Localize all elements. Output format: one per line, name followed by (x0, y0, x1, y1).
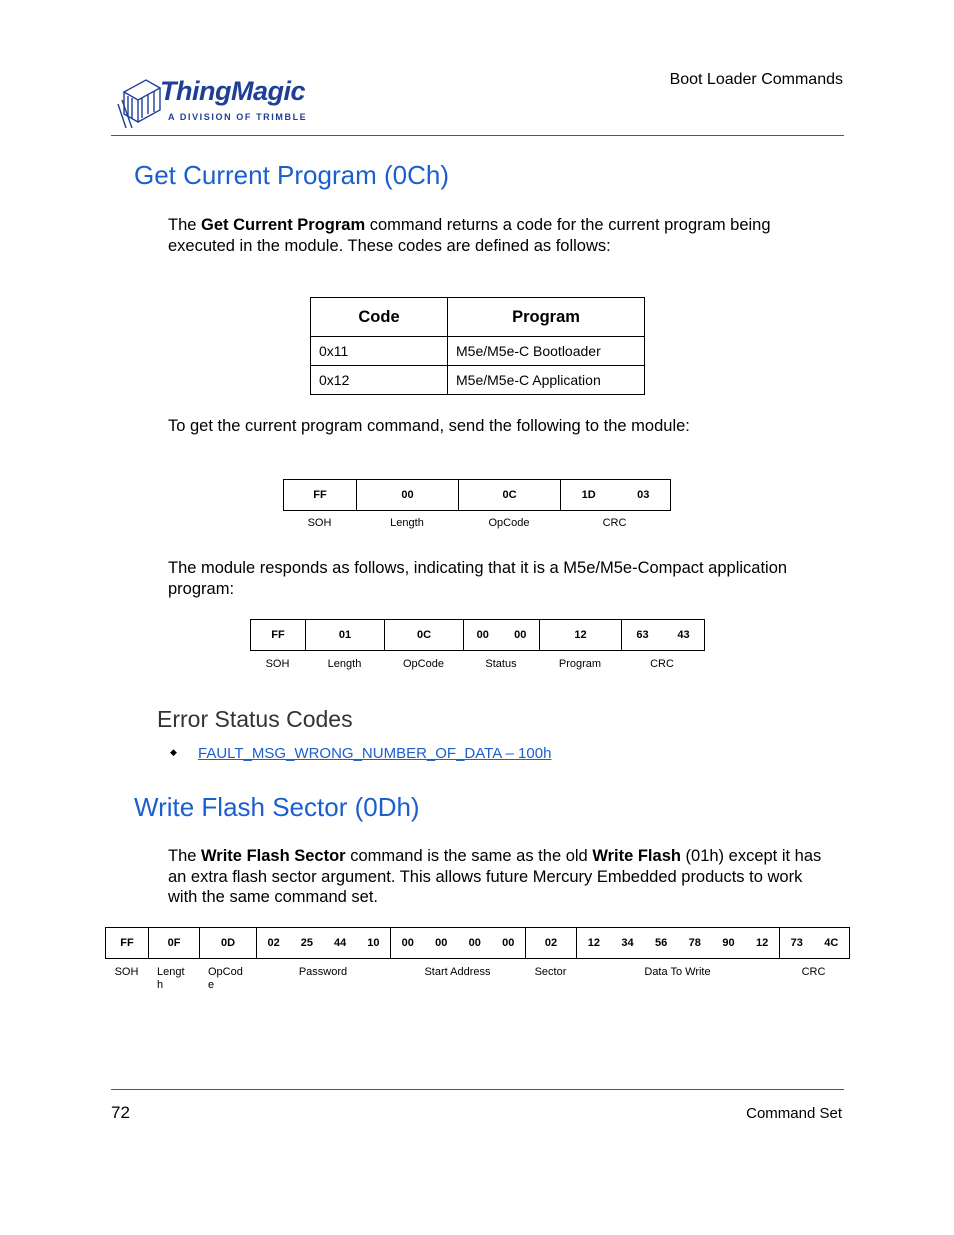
byte-value: 0C (502, 489, 517, 501)
byte-field-label: Status (485, 658, 517, 670)
byte-value: 01 (338, 629, 352, 641)
byte-value: 78 (688, 937, 701, 949)
response-bytes (250, 619, 705, 651)
byte-field (459, 480, 561, 510)
byte-field-label: OpCode (403, 658, 444, 670)
byte-field (780, 928, 849, 958)
byte-value: 12 (587, 937, 600, 949)
byte-value: 10 (367, 937, 380, 949)
byte-value: 00 (514, 629, 527, 641)
response-text: The module responds as follows, indicating that it is a M5e/M5e-Compact application program: (168, 559, 788, 598)
byte-value: 73 (790, 937, 803, 949)
byte-field (526, 928, 577, 958)
section-title-get-current-program: Get Current Program (0Ch) (134, 160, 449, 190)
table-cell-program: M5e/M5e-C Bootloader (448, 337, 645, 366)
logo-wordmark: ThingMagic (160, 76, 305, 106)
byte-value: FF (313, 489, 327, 501)
byte-field (149, 928, 200, 958)
byte-field-label: SOH (307, 517, 332, 529)
byte-field (561, 480, 670, 510)
byte-field (464, 620, 540, 650)
footer-rule (111, 1089, 844, 1090)
byte-field-label: CRC (602, 517, 627, 529)
byte-value: 0F (167, 937, 181, 949)
page-number: 72 (111, 1103, 130, 1122)
error-status-codes-heading: Error Status Codes (157, 706, 353, 732)
byte-field-label: OpCod e (208, 966, 243, 991)
byte-field (306, 620, 385, 650)
section-title-write-flash-sector: Write Flash Sector (0Dh) (134, 792, 420, 822)
byte-field (385, 620, 464, 650)
byte-field (251, 620, 306, 650)
byte-value: 56 (655, 937, 668, 949)
bullet-diamond-icon: ◆ (170, 747, 177, 757)
send-command-labels (283, 517, 671, 530)
byte-field (257, 928, 391, 958)
byte-field (622, 620, 704, 650)
send-instruction-text: To get the current program command, send the following to the module: (168, 417, 690, 435)
byte-value: 63 (636, 629, 649, 641)
table-cell-code: 0x12 (311, 366, 448, 395)
byte-field (284, 480, 357, 510)
byte-field-label: OpCode (488, 517, 530, 529)
table-header-code: Code (311, 298, 448, 337)
byte-value: 0D (220, 937, 236, 949)
fault-msg-link[interactable]: FAULT_MSG_WRONG_NUMBER_OF_DATA – 100h (198, 745, 552, 762)
byte-value: 02 (267, 937, 280, 949)
byte-value: 00 (502, 937, 515, 949)
byte-field (106, 928, 149, 958)
byte-field (200, 928, 257, 958)
send-command-bytes (283, 479, 671, 511)
byte-field (577, 928, 780, 958)
byte-value: 25 (300, 937, 313, 949)
byte-value: 00 (435, 937, 448, 949)
table-header-row (311, 298, 645, 337)
byte-field-label: SOH (114, 966, 139, 978)
byte-field-label: Length (390, 517, 424, 529)
byte-value: 0C (416, 629, 432, 641)
byte-field (540, 620, 622, 650)
thingmagic-logo (116, 72, 316, 130)
byte-value: 34 (621, 937, 634, 949)
table-cell-code: 0x11 (311, 337, 448, 366)
byte-value: 00 (401, 937, 414, 949)
byte-value: 02 (544, 937, 558, 949)
write-flash-sector-labels (105, 966, 850, 992)
byte-field (391, 928, 526, 958)
byte-field-label: SOH (265, 658, 290, 670)
response-labels (250, 658, 705, 671)
byte-field-label: Password (298, 966, 348, 978)
byte-field-label: Lengt h (157, 966, 185, 991)
byte-value: 00 (476, 629, 489, 641)
byte-value: 12 (755, 937, 769, 949)
byte-value: 4C (824, 937, 839, 949)
logo-subtitle: A DIVISION OF TRIMBLE (168, 112, 308, 122)
byte-value: 1D (581, 489, 596, 501)
byte-value: 44 (334, 937, 347, 949)
table-row (311, 337, 645, 366)
byte-value: 03 (637, 489, 650, 501)
table-header-program: Program (448, 298, 645, 337)
write-flash-sector-bytes (105, 927, 850, 959)
byte-field-label: Data To Write (644, 966, 711, 978)
running-header: Boot Loader Commands (669, 71, 843, 88)
byte-value: 00 (468, 937, 481, 949)
byte-field (357, 480, 459, 510)
thingmagic-logo-icon (116, 74, 164, 130)
byte-value: FF (120, 937, 134, 949)
byte-value: 00 (401, 489, 414, 501)
byte-field-label: Sector (534, 966, 567, 978)
byte-field-label: CRC (801, 966, 826, 978)
byte-value: 90 (722, 937, 735, 949)
byte-value: FF (271, 629, 285, 641)
header-rule (111, 135, 844, 136)
byte-value: 12 (574, 629, 587, 641)
byte-field-label: CRC (650, 658, 674, 670)
table-row (311, 366, 645, 395)
get-current-program-intro: The Get Current Program command returns a code for the current program being executed in the module. These codes are defined as follows: (168, 216, 771, 255)
byte-value: 43 (677, 629, 690, 641)
write-flash-sector-intro: The Write Flash Sector command is the same as the old Write Flash (01h) except it has an extra flash sector argument. This allows future Mercury Embedded products to work with the same command set. (168, 847, 822, 906)
byte-field-label: Start Address (424, 966, 491, 978)
program-code-table (310, 297, 645, 395)
table-cell-program: M5e/M5e-C Application (448, 366, 645, 395)
byte-field-label: Length (327, 658, 362, 670)
byte-field-label: Program (558, 658, 602, 670)
footer-section: Command Set (746, 1105, 842, 1122)
